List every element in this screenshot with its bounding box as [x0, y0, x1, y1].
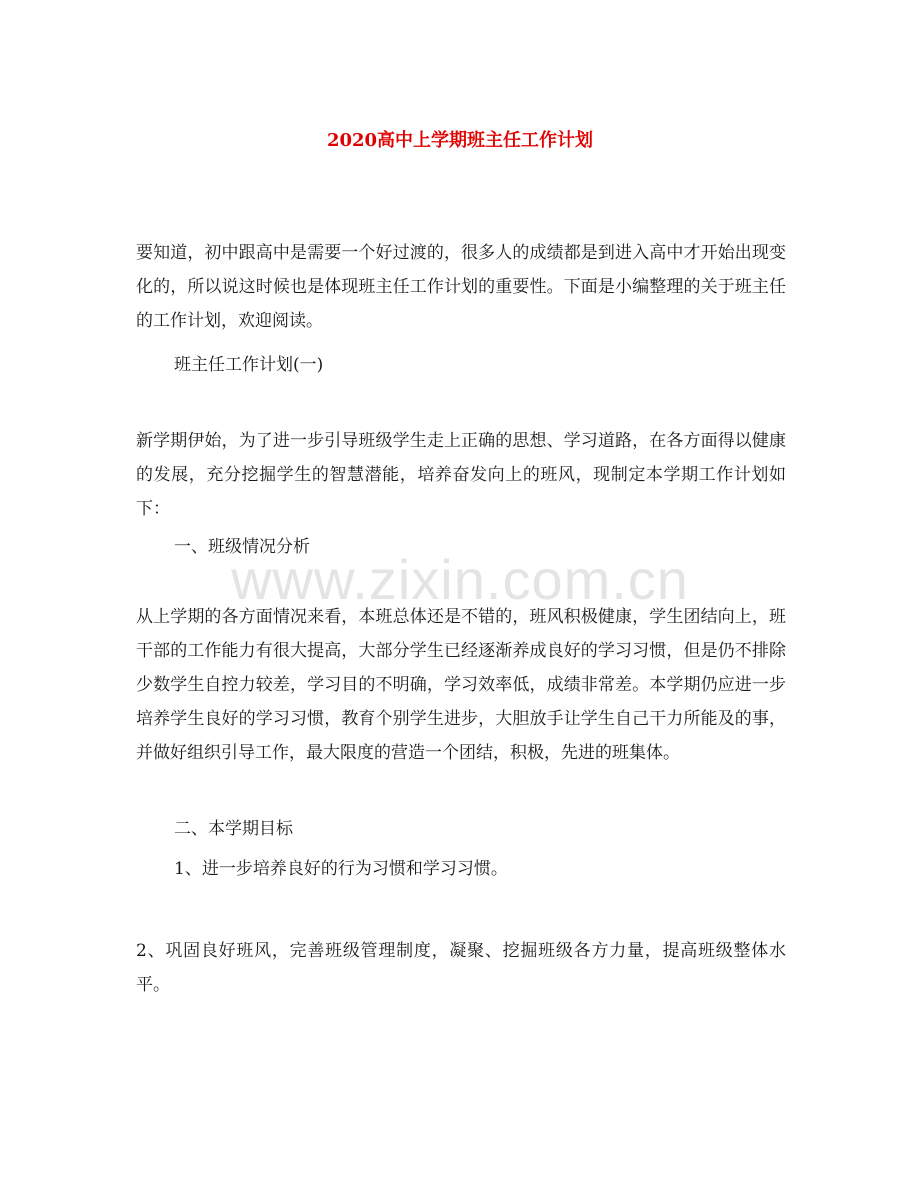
section-heading: 班主任工作计划(一) — [174, 355, 324, 375]
document-title: 2020高中上学期班主任工作计划 — [326, 130, 594, 151]
heading-class-analysis: 一、班级情况分析 — [174, 537, 310, 557]
intro-paragraph: 要知道，初中跟高中是需要一个好过渡的，很多人的成绩都是到进入高中才开始出现变化的，所以说这时候也是体现班主任工作计划的重要性。下面是小编整理的关于班主任的工作计划，欢迎阅读。 — [136, 243, 786, 331]
heading-semester-goals: 二、本学期目标 — [174, 819, 293, 839]
goal-item-1: 1、进一步培养良好的行为习惯和学习习惯。 — [174, 859, 508, 879]
watermark-text: www.zixin.com.cn — [231, 548, 689, 611]
analysis-paragraph: 从上学期的各方面情况来看，本班总体还是不错的，班风积极健康，学生团结向上，班干部的工作能力有很大提高，大部分学生已经逐渐养成良好的学习习惯，但是仍不排除少数学生自控力较差，学习目的不明确，学习效率低，成绩非常差。本学期仍应进一步培养学生良好的学习习惯，教育个别学生进步，大胆放手让学生自己干力所能及的事，并做好组织引导工作，最大限度的营造一个团结，积极，先进的班集体。 — [136, 607, 786, 763]
goal-item-2: 2、巩固良好班风，完善班级管理制度，凝聚、挖掘班级各方力量，提高班级整体水平。 — [136, 941, 786, 995]
opening-paragraph: 新学期伊始，为了进一步引导班级学生走上正确的思想、学习道路，在各方面得以健康的发展，充分挖掘学生的智慧潜能，培养奋发向上的班风，现制定本学期工作计划如下： — [136, 431, 786, 519]
